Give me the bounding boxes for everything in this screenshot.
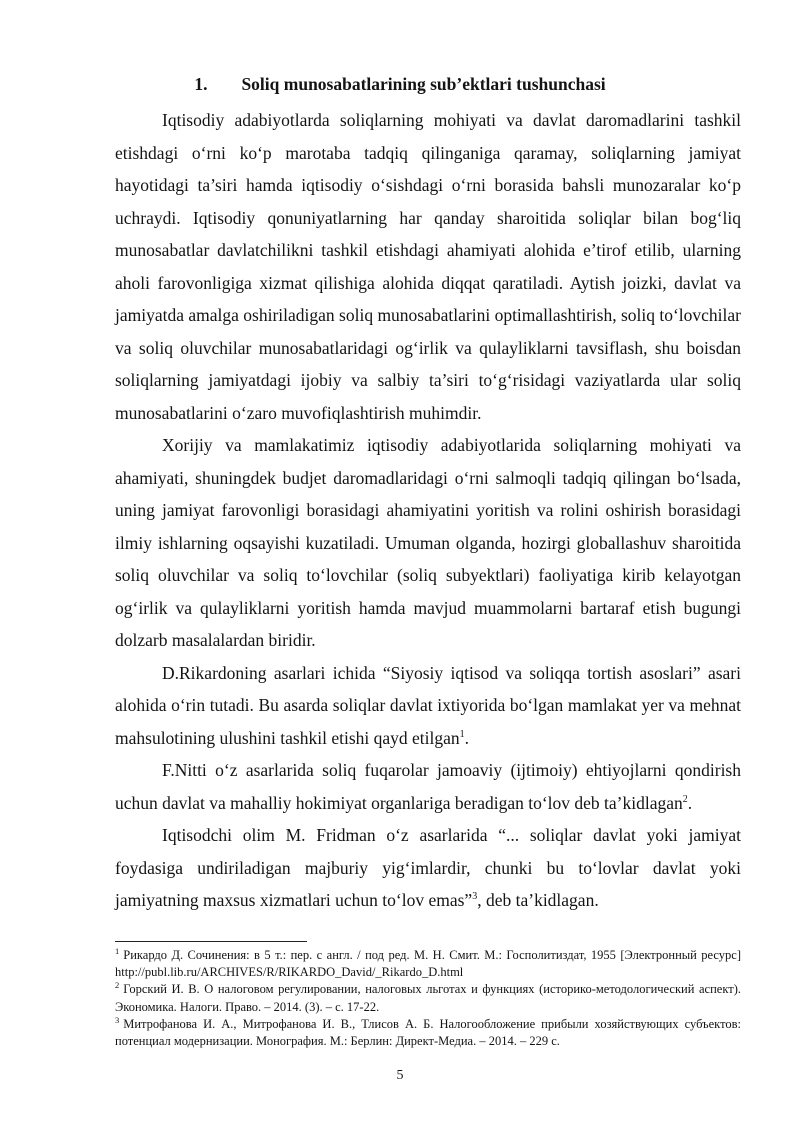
section-heading [0,72,800,96]
footnote-ref[interactable]: 1 [459,728,465,740]
paragraph-text-tail: , deb ta’kidlagan. [477,890,599,910]
paragraph [115,104,741,429]
paragraph [115,819,741,917]
footnotes [115,947,741,1050]
body-text [115,104,741,917]
footnote-ref[interactable]: 3 [472,891,478,903]
footnote-number: 2 [115,980,120,991]
footnote [115,1016,741,1050]
paragraph-text: Iqtisodchi olim M. Fridman o‘z asarlarida “... soliqlar davlat yoki jamiyat foydasiga undiriladigan majburiy yig‘imlardir, chunki bu to‘lovlar davlat yoki jamiyatning maxsus xizmatlari uchun to‘lov emas” [115,825,741,910]
paragraph [115,657,741,755]
footnote-text: Горский И. В. О налоговом регулировании, налоговых льготах и функциях (историко-методологический аспект). Экономика. Налоги. Право. – 2014. (3). – с. 17-22. [115,982,741,1014]
footnote-divider [115,941,307,942]
paragraph-text-tail: . [687,792,693,813]
footnote [115,947,741,981]
footnote-number: 1 [115,945,120,956]
footnote-ref[interactable]: 2 [682,793,688,805]
paragraph [115,429,741,657]
footnote-text: Митрофанова И. А., Митрофанова И. В., Тлисов А. Б. Налогообложение прибыли хозяйствующих субъектов: потенциал модернизации. Монография. М.: Берлин: Директ-Медиа. – 2014. – 229 с. [115,1016,741,1049]
paragraph-text: F.Nitti o‘z asarlarida soliq fuqarolar jamoaviy (ijtimoiy) ehtiyojlarni qondirish uchun davlat va mahalliy hokimiyat organlariga beradigan to‘lov deb ta’kidlagan [115,760,741,813]
paragraph-text-tail: . [464,727,470,748]
section-number: 1. [194,74,208,94]
page-number: 5 [396,1068,404,1083]
section-title: Soliq munosabatlarining sub’ektlari tushunchasi [241,74,606,94]
paragraph-text: Xorijiy va mamlakatimiz iqtisodiy adabiyotlarida soliqlarning mohiyati va ahamiyati, shuningdek budjet daromadlaridagi o‘rni salmoqli tadqiq qilingan bo‘lsada, uning jamiyat farovonligi borasidagi ahamiyatini yoritish va rolini oshirish borasidagi ilmiy ishlarning oqsayishi kuzatiladi. Umuman olganda, hozirgi globallashuv sharoitida soliq oluvchilar va soliq to‘lovchilar (soliq subyektlari) faoliyatiga kirib kelayotgan og‘irlik va qulayliklarni yoritish hamda mavjud muammolarni bartaraf etish bugungi dolzarb masalalardan biridir. [115,435,741,650]
footnote-text: Рикардо Д. Сочинения: в 5 т.: пер. с англ. / под ред. М. Н. Смит. М.: Госполитиздат, 1955 [Электронный ресурс] http://publ.lib.ru/ARCHIVES/R/RIKARDO_David/_Rikardo_D.html [115,948,741,980]
paragraph-text: D.Rikardoning asarlari ichida “Siyosiy iqtisod va soliqqa tortish asoslari” asari alohida o‘rin tutadi. Bu asarda soliqlar davlat ixtiyorida bo‘lgan mamlakat yer va mehnat mahsulotining ulushini tashkil etishi qayd etilgan [115,662,741,748]
footnote [115,981,741,1015]
paragraph [115,754,741,819]
paragraph-text: Iqtisodiy adabiyotlarda soliqlarning mohiyati va davlat daromadlarini tashkil etishdagi o‘rni ko‘p marotaba tadqiq qilinganiga qaramay, soliqlarning jamiyat hayotidagi ta’siri hamda iqtisodiy o‘sishdagi o‘rni borasida bahsli munozaralar ko‘p uchraydi. Iqtisodiy qonuniyatlarning har qanday sharoitida soliqlar bilan bog‘liq munosabatlar davlatchilikni tashkil etishdagi ahamiyati alohida e’tirof etilib, ularning aholi farovonligiga xizmat qilishiga alohida diqqat qaratiladi. Aytish joizki, davlat va jamiyatda amalga oshiriladigan soliq munosabatlarini optimallashtirish, soliq to‘lovchilar va soliq oluvchilar munosabatlaridagi og‘irlik va qulayliklarni tavsiflash, shu boisdan soliqlarning jamiyatdagi ijobiy va salbiy ta’siri to‘g‘risidagi vaziyatlarda ular soliq munosabatlarini o‘zaro muvofiqlashtirish muhimdir. [115,110,741,423]
footnote-number: 3 [115,1014,120,1025]
